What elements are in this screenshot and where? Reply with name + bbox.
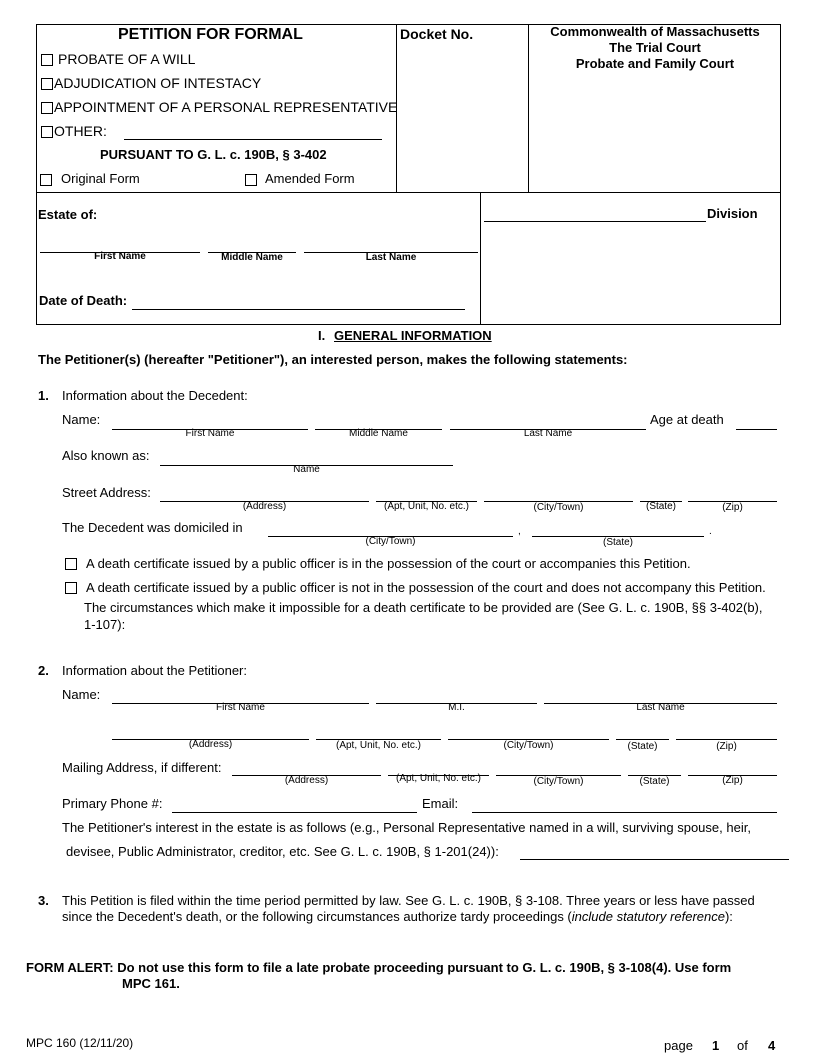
item2-title: Information about the Petitioner: xyxy=(62,663,248,678)
division-label: Division xyxy=(707,206,758,221)
domiciled-label: The Decedent was domiciled in xyxy=(62,520,243,535)
petitioner-address-caption: (Address) xyxy=(188,739,233,750)
estate-divider xyxy=(480,192,481,325)
date-of-death-input[interactable] xyxy=(132,309,465,310)
decedent-zip-caption: (Zip) xyxy=(722,502,743,513)
checkbox-adjudication-intestacy[interactable] xyxy=(41,78,53,90)
of-word: of xyxy=(737,1038,748,1053)
interest-input[interactable] xyxy=(520,859,789,860)
option-probate-will: PROBATE OF A WILL xyxy=(58,51,196,67)
domicile-state-caption: (State) xyxy=(602,537,633,548)
court-line-3: Probate and Family Court xyxy=(575,56,735,71)
item3-line-1: This Petition is filed within the time period permitted by law. See G. L. c. 190B, § 3-108. Three years or less have passed xyxy=(62,893,755,908)
petitioner-zip-caption: (Zip) xyxy=(716,741,737,752)
form-title: PETITION FOR FORMAL xyxy=(118,26,303,43)
street-address-label: Street Address: xyxy=(62,485,151,500)
mailing-apt-caption: (Apt, Unit, No. etc.) xyxy=(395,773,482,784)
petitioner-state-caption: (State) xyxy=(627,741,658,752)
petitioner-state-input[interactable] xyxy=(616,739,669,740)
decedent-first-name-caption: First Name xyxy=(185,428,235,439)
mailing-zip-caption: (Zip) xyxy=(722,775,743,786)
circumstances-line-2: 1-107): xyxy=(84,617,126,632)
mailing-address-label: Mailing Address, if different: xyxy=(62,760,222,775)
page-number: 1 xyxy=(712,1038,720,1053)
court-line-1: Commonwealth of Massachusetts xyxy=(550,24,760,39)
item3-number: 3. xyxy=(38,893,49,908)
interest-line-1: The Petitioner's interest in the estate is as follows (e.g., Personal Representative named in a will, surviving spouse, heir, xyxy=(62,820,751,835)
item3-line-2 xyxy=(62,909,733,924)
mailing-address-caption: (Address) xyxy=(284,775,329,786)
checkbox-death-cert-in[interactable] xyxy=(65,558,77,570)
circumstances-line-1: The circumstances which make it impossible for a death certificate to be provided are (See G. L. c. 190B, §§ 3-402(b), xyxy=(84,600,763,615)
estate-first-name-caption: First Name xyxy=(94,251,146,262)
decedent-state-caption: (State) xyxy=(645,501,676,512)
death-cert-in-label: A death certificate issued by a public officer is in the possession of the court or accompanies this Petition. xyxy=(86,556,691,571)
age-at-death-input[interactable] xyxy=(736,429,777,430)
petitioner-apt-caption: (Apt, Unit, No. etc.) xyxy=(335,740,422,751)
mailing-city-caption: (City/Town) xyxy=(533,776,584,787)
court-line-2: The Trial Court xyxy=(609,40,701,55)
estate-last-name-caption: Last Name xyxy=(365,252,417,263)
amended-form-label: Amended Form xyxy=(265,171,355,186)
pursuant-statute: PURSUANT TO G. L. c. 190B, § 3-402 xyxy=(100,147,327,162)
option-appointment-pr: APPOINTMENT OF A PERSONAL REPRESENTATIVE xyxy=(54,99,398,115)
petitioner-intro: The Petitioner(s) (hereafter "Petitioner"), an interested person, makes the following statements: xyxy=(38,352,628,367)
decedent-address-caption: (Address) xyxy=(242,501,287,512)
item3-line-2-post: ): xyxy=(724,909,733,924)
section-number: I. xyxy=(318,328,326,343)
form-alert-line-1: FORM ALERT: Do not use this form to file a late probate proceeding pursuant to G. L. c. 190B, § 3-108(4). Use form xyxy=(26,960,732,975)
court-heading xyxy=(529,24,781,72)
original-form-label: Original Form xyxy=(61,171,140,186)
docket-label: Docket No. xyxy=(400,26,474,42)
domicile-comma: , xyxy=(518,526,521,537)
item1-title: Information about the Decedent: xyxy=(62,388,248,403)
page-total: 4 xyxy=(768,1038,776,1053)
decedent-apt-caption: (Apt, Unit, No. etc.) xyxy=(383,501,470,512)
checkbox-other[interactable] xyxy=(41,126,53,138)
item2-number: 2. xyxy=(38,663,49,678)
form-alert-line-2: MPC 161. xyxy=(122,976,180,991)
option-adjudication-intestacy: ADJUDICATION OF INTESTACY xyxy=(54,75,262,91)
option-other: OTHER: xyxy=(54,123,107,139)
estate-middle-name-caption: Middle Name xyxy=(221,252,283,263)
form-id: MPC 160 (12/11/20) xyxy=(26,1036,134,1050)
decedent-name-label: Name: xyxy=(62,412,101,427)
estate-of-label: Estate of: xyxy=(38,207,98,222)
aka-caption: Name xyxy=(293,464,320,475)
checkbox-probate-will[interactable] xyxy=(41,54,53,66)
other-input[interactable] xyxy=(124,139,382,140)
domicile-city-caption: (City/Town) xyxy=(365,536,416,547)
death-cert-not-label: A death certificate issued by a public officer is not in the possession of the court and does not accompany this Petition. xyxy=(86,580,766,595)
petitioner-name-label: Name: xyxy=(62,687,101,702)
petitioner-last-name-caption: Last Name xyxy=(636,702,685,713)
petitioner-mi-caption: M.I. xyxy=(448,702,465,713)
decedent-city-caption: (City/Town) xyxy=(533,502,584,513)
aka-label: Also known as: xyxy=(62,448,150,463)
age-at-death-label: Age at death xyxy=(650,412,724,427)
mailing-state-caption: (State) xyxy=(639,776,670,787)
date-of-death-label: Date of Death: xyxy=(39,293,128,308)
checkbox-original-form[interactable] xyxy=(40,174,52,186)
item3-line-2-italic: include statutory reference xyxy=(571,909,725,924)
petitioner-zip-input[interactable] xyxy=(676,739,777,740)
checkbox-appointment-pr[interactable] xyxy=(41,102,53,114)
email-input[interactable] xyxy=(472,812,777,813)
section-heading: GENERAL INFORMATION xyxy=(334,328,492,343)
domicile-period: . xyxy=(709,526,712,537)
decedent-middle-name-caption: Middle Name xyxy=(349,428,408,439)
decedent-last-name-caption: Last Name xyxy=(523,428,573,439)
checkbox-death-cert-not[interactable] xyxy=(65,582,77,594)
checkbox-amended-form[interactable] xyxy=(245,174,257,186)
interest-line-2: devisee, Public Administrator, creditor, etc. See G. L. c. 190B, § 1-201(24)): xyxy=(66,844,499,859)
petitioner-first-name-caption: First Name xyxy=(216,702,265,713)
petitioner-city-caption: (City/Town) xyxy=(503,740,554,751)
page-word: page xyxy=(664,1038,693,1053)
item1-number: 1. xyxy=(38,388,49,403)
item3-line-2-pre: since the Decedent's death, or the following circumstances authorize tardy proceedings ( xyxy=(62,909,572,924)
division-input[interactable] xyxy=(484,221,706,222)
email-label: Email: xyxy=(422,796,459,811)
phone-input[interactable] xyxy=(172,812,417,813)
phone-label: Primary Phone #: xyxy=(62,796,163,811)
